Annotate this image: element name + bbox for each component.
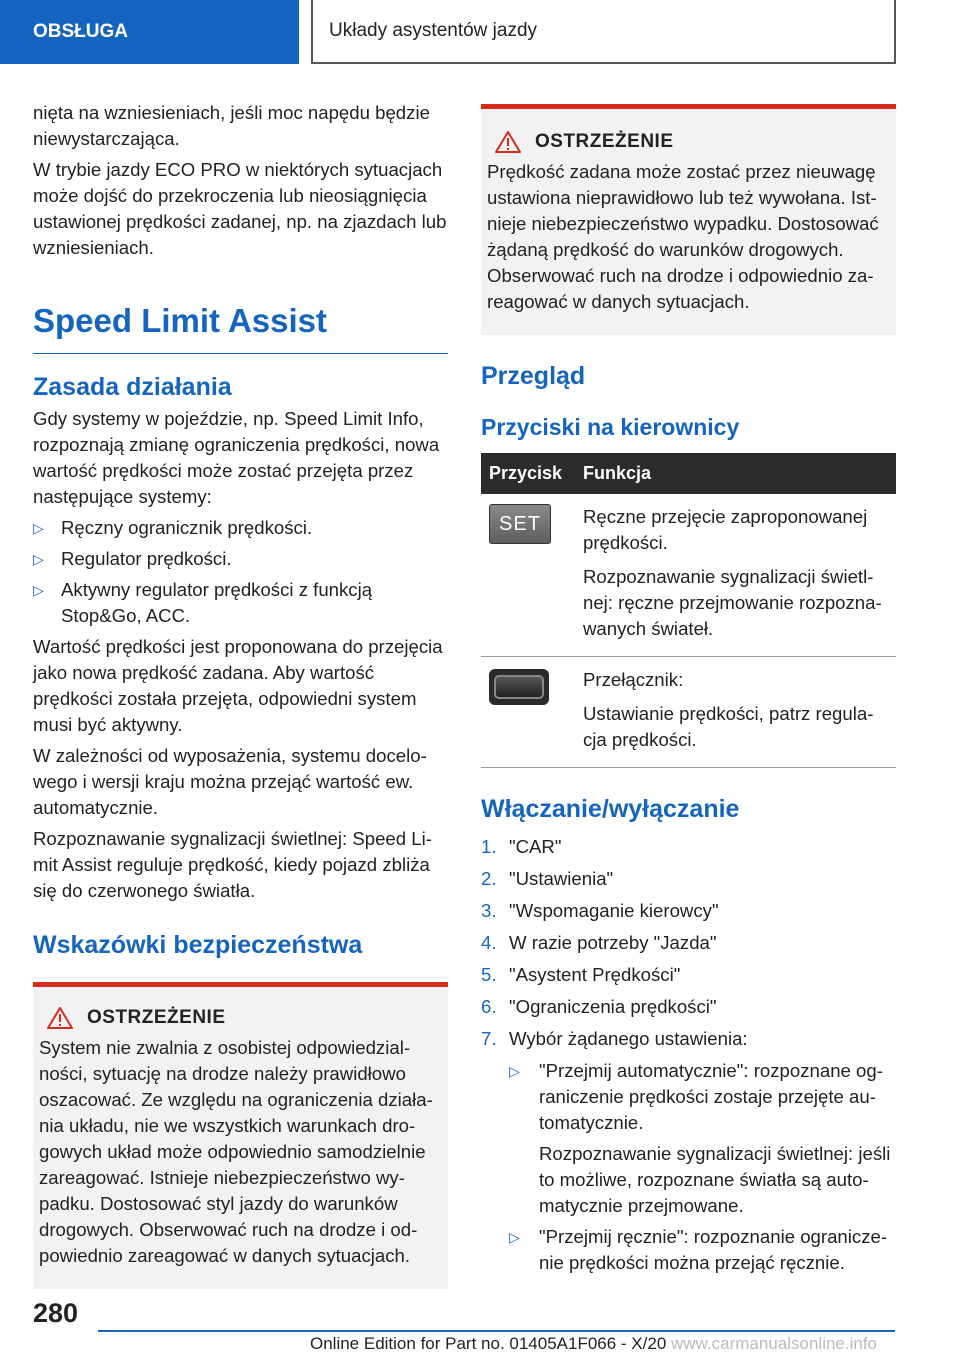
warning-text: System nie zwalnia z osobistej odpowiedzialności, sytuację na drodze należy prawidłowo oszacować. Ze względu na ograniczenia działania układu, nie we wszystkich warunkach drogowych układ może odpowiednio samodzielnie zareagować. Istnieje niebezpieczeństwo wypadku. Dostosować styl jazdy do warunków drogowych. Obserwować ruch na drodze i odpowiednio zareagować w danych sytuacjach. <box>39 1037 433 1266</box>
list-item-text: Regulator prędkości. <box>61 548 232 569</box>
list-item <box>33 515 448 541</box>
list-item-text: Ręczny ogranicznik prędkości. <box>61 517 313 538</box>
table-row <box>481 657 896 768</box>
option-text: "Przejmij ręcznie": rozpoznanie ograniczenie prędkości można przejąć ręcznie. <box>539 1226 888 1273</box>
header-chapter-box <box>311 0 896 64</box>
function-line: Ręczne przejęcie zaproponowanej prędkości. <box>583 506 868 553</box>
paragraph: nięta na wzniesieniach, jeśli moc napędu będzie niewystarczająca. <box>33 102 430 149</box>
step-number: 3. <box>481 900 497 921</box>
step-text: "Ustawienia" <box>509 868 614 889</box>
warning-box <box>481 104 896 335</box>
systems-list <box>33 515 448 629</box>
triangle-right-icon: ▷ <box>509 1063 520 1079</box>
list-item <box>481 994 896 1020</box>
warning-title <box>47 1007 440 1029</box>
step-number: 5. <box>481 964 497 985</box>
step-number: 4. <box>481 932 497 953</box>
step-text: "Asystent Prędkości" <box>509 964 681 985</box>
list-item <box>481 930 896 956</box>
list-item <box>481 866 896 892</box>
warning-title-text: OSTRZEŻENIE <box>535 131 674 152</box>
table-cell-key <box>481 657 575 768</box>
list-item <box>509 1058 896 1219</box>
table-cell-key <box>481 494 575 657</box>
table-header-row <box>481 453 896 494</box>
section-heading-safety: Wskazówki bezpieczeństwa <box>33 931 363 959</box>
list-item <box>481 898 896 924</box>
list-item <box>509 1224 896 1276</box>
paragraph: Rozpoznawanie sygnalizacji świetlnej: Speed Limit Assist reguluje prędkość, kiedy pojazd zbliża się do czerwonego światła. <box>33 828 432 901</box>
rocker-switch-icon <box>489 669 549 705</box>
footer-edition <box>310 1334 877 1354</box>
right-column <box>481 104 896 1282</box>
footer-watermark-url: www.carmanualsonline.info <box>671 1334 878 1353</box>
page-number: 280 <box>33 1298 79 1328</box>
title-divider <box>33 353 448 354</box>
step-number: 6. <box>481 996 497 1017</box>
warning-box <box>33 982 448 1289</box>
function-line: Rozpoznawanie sygnalizacji świetlnej: ręczne przejmowanie rozpoznawanych świateł. <box>583 566 882 639</box>
paragraph: Gdy systemy w pojeździe, np. Speed Limit Info, rozpoznają zmianę ograniczenia prędkości, nowa wartość prędkości może zostać przejęta przez następujące systemy: <box>33 408 440 507</box>
section-heading-principle: Zasada działania <box>33 373 232 401</box>
paragraph: Wartość prędkości jest proponowana do przejęcia jako nowa prędkość zadana. Aby wartość prędkości została przejęta, odpowiedni system musi być aktywny. <box>33 636 443 735</box>
step-text: "Wspomaganie kierowcy" <box>509 900 719 921</box>
warning-title-text: OSTRZEŻENIE <box>87 1007 226 1028</box>
list-item <box>33 577 448 629</box>
warning-title <box>495 131 888 153</box>
step-number: 2. <box>481 868 497 889</box>
list-item <box>481 834 896 860</box>
set-key-icon <box>489 504 551 544</box>
step-text: W razie potrzeby "Jazda" <box>509 932 717 953</box>
step-text: "Ograniczenia prędkości" <box>509 996 717 1017</box>
table-cell-function <box>575 657 896 768</box>
footer-edition-text: Online Edition for Part no. 01405A1F066 - X/20 <box>310 1334 667 1353</box>
paragraph: W zależności od wyposażenia, systemu docelowego i wersji kraju można przejąć wartość ew. automatycznie. <box>33 745 427 818</box>
step-text: "CAR" <box>509 836 562 857</box>
page-title: Speed Limit Assist <box>33 302 328 339</box>
warning-triangle-icon <box>495 131 521 153</box>
header-section-tab <box>0 0 299 64</box>
function-line: Ustawianie prędkości, patrz regulacja prędkości. <box>583 703 874 750</box>
warning-text: Prędkość zadana może zostać przez nieuwagę ustawiona nieprawidłowo lub też wywołana. Istnieje niebezpieczeństwo wypadku. Dostosować żądaną prędkość do warunków drogowych. Obserwować ruch na drodze i odpowiednio zareagować w danych sytuacjach. <box>487 161 879 312</box>
table-cell-function <box>575 494 896 657</box>
options-list <box>509 1058 896 1276</box>
step-text: Wybór żądanego ustawienia: <box>509 1028 748 1049</box>
triangle-right-icon: ▷ <box>33 520 44 536</box>
header-section-label: OBSŁUGA <box>33 21 128 42</box>
list-item <box>481 962 896 988</box>
step-number: 7. <box>481 1028 497 1049</box>
warning-triangle-icon <box>47 1007 73 1029</box>
option-subtext: Rozpoznawanie sygnalizacji świetlnej: jeśli to możliwe, rozpoznane światła są automatycznie przejmowane. <box>539 1143 891 1216</box>
triangle-right-icon: ▷ <box>33 582 44 598</box>
triangle-right-icon: ▷ <box>33 551 44 567</box>
header-chapter-label: Układy asystentów jazdy <box>329 20 538 41</box>
function-line: Przełącznik: <box>583 669 684 690</box>
table-header-function: Funkcja <box>575 453 896 494</box>
subsection-heading-buttons: Przyciski na kierownicy <box>481 414 740 440</box>
steps-list <box>481 834 896 1276</box>
table-header-button: Przycisk <box>481 453 575 494</box>
triangle-right-icon: ▷ <box>509 1229 520 1245</box>
section-heading-overview: Przegląd <box>481 362 586 390</box>
table-row <box>481 494 896 657</box>
footer-divider <box>98 1330 895 1332</box>
list-item <box>481 1026 896 1276</box>
list-item-text: Aktywny regulator prędkości z funkcją Stop&Go, ACC. <box>61 579 373 626</box>
step-number: 1. <box>481 836 497 857</box>
buttons-table <box>481 453 896 768</box>
left-column <box>33 100 448 1289</box>
list-item <box>33 546 448 572</box>
set-key-label: SET <box>499 512 541 535</box>
paragraph: W trybie jazdy ECO PRO w niektórych sytuacjach może dojść do przekroczenia lub nieosiągnięcia ustawionej prędkości zadanej, np. na zjazdach lub wzniesieniach. <box>33 159 447 258</box>
option-text: "Przejmij automatycznie": rozpoznane ograniczenie prędkości zostaje przejęte automatycznie. <box>539 1060 883 1133</box>
section-heading-onoff: Włączanie/wyłączanie <box>481 795 740 823</box>
